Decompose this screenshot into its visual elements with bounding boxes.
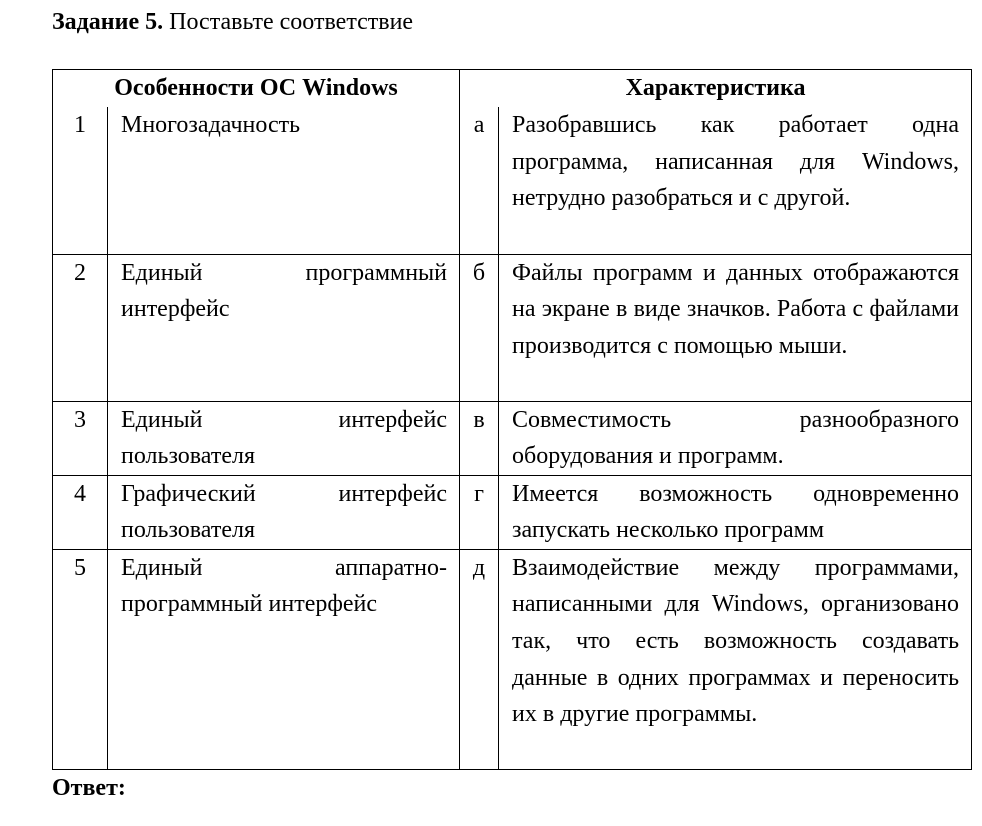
table-row: [53, 475, 972, 549]
row-number: 4: [53, 475, 108, 549]
header-features: Особенности ОС Windows: [53, 70, 460, 108]
description-text: Совместимость разнообразного оборудования и программ.: [499, 401, 972, 475]
feature-text: Единый аппаратно-программный интерфейс: [108, 549, 460, 769]
row-letter: а: [460, 107, 499, 254]
table-row: [53, 549, 972, 769]
matching-table: [52, 69, 972, 770]
row-number: 3: [53, 401, 108, 475]
feature-text: Единый интерфейс пользователя: [108, 401, 460, 475]
table-row: [53, 401, 972, 475]
row-letter: б: [460, 254, 499, 401]
description-text: Разобравшись как работает одна программа, написанная для Windows, нетрудно разобраться и с другой.: [499, 107, 972, 254]
description-text: Имеется возможность одновременно запускать несколько программ: [499, 475, 972, 549]
row-number: 2: [53, 254, 108, 401]
header-characteristics: Характеристика: [460, 70, 972, 108]
row-number: 1: [53, 107, 108, 254]
table-row: [53, 107, 972, 254]
description-text: Файлы программ и данных отображаются на экране в виде значков. Работа с файлами производится с помощью мыши.: [499, 254, 972, 401]
feature-text: Единый программный интерфейс: [108, 254, 460, 401]
row-letter: д: [460, 549, 499, 769]
row-letter: в: [460, 401, 499, 475]
task-text: Поставьте соответствие: [163, 9, 414, 35]
table-row: [53, 254, 972, 401]
feature-text: Многозадачность: [108, 107, 460, 254]
task-title: [52, 6, 413, 38]
answer-label: Ответ:: [52, 775, 126, 801]
row-number: 5: [53, 549, 108, 769]
task-number: Задание 5.: [52, 9, 164, 35]
row-letter: г: [460, 475, 499, 549]
description-text: Взаимодействие между программами, написанными для Windows, организовано так, что есть возможность создавать данные в одних программах и переносить их в другие программы.: [499, 549, 972, 769]
feature-text: Графический интерфейс пользователя: [108, 475, 460, 549]
